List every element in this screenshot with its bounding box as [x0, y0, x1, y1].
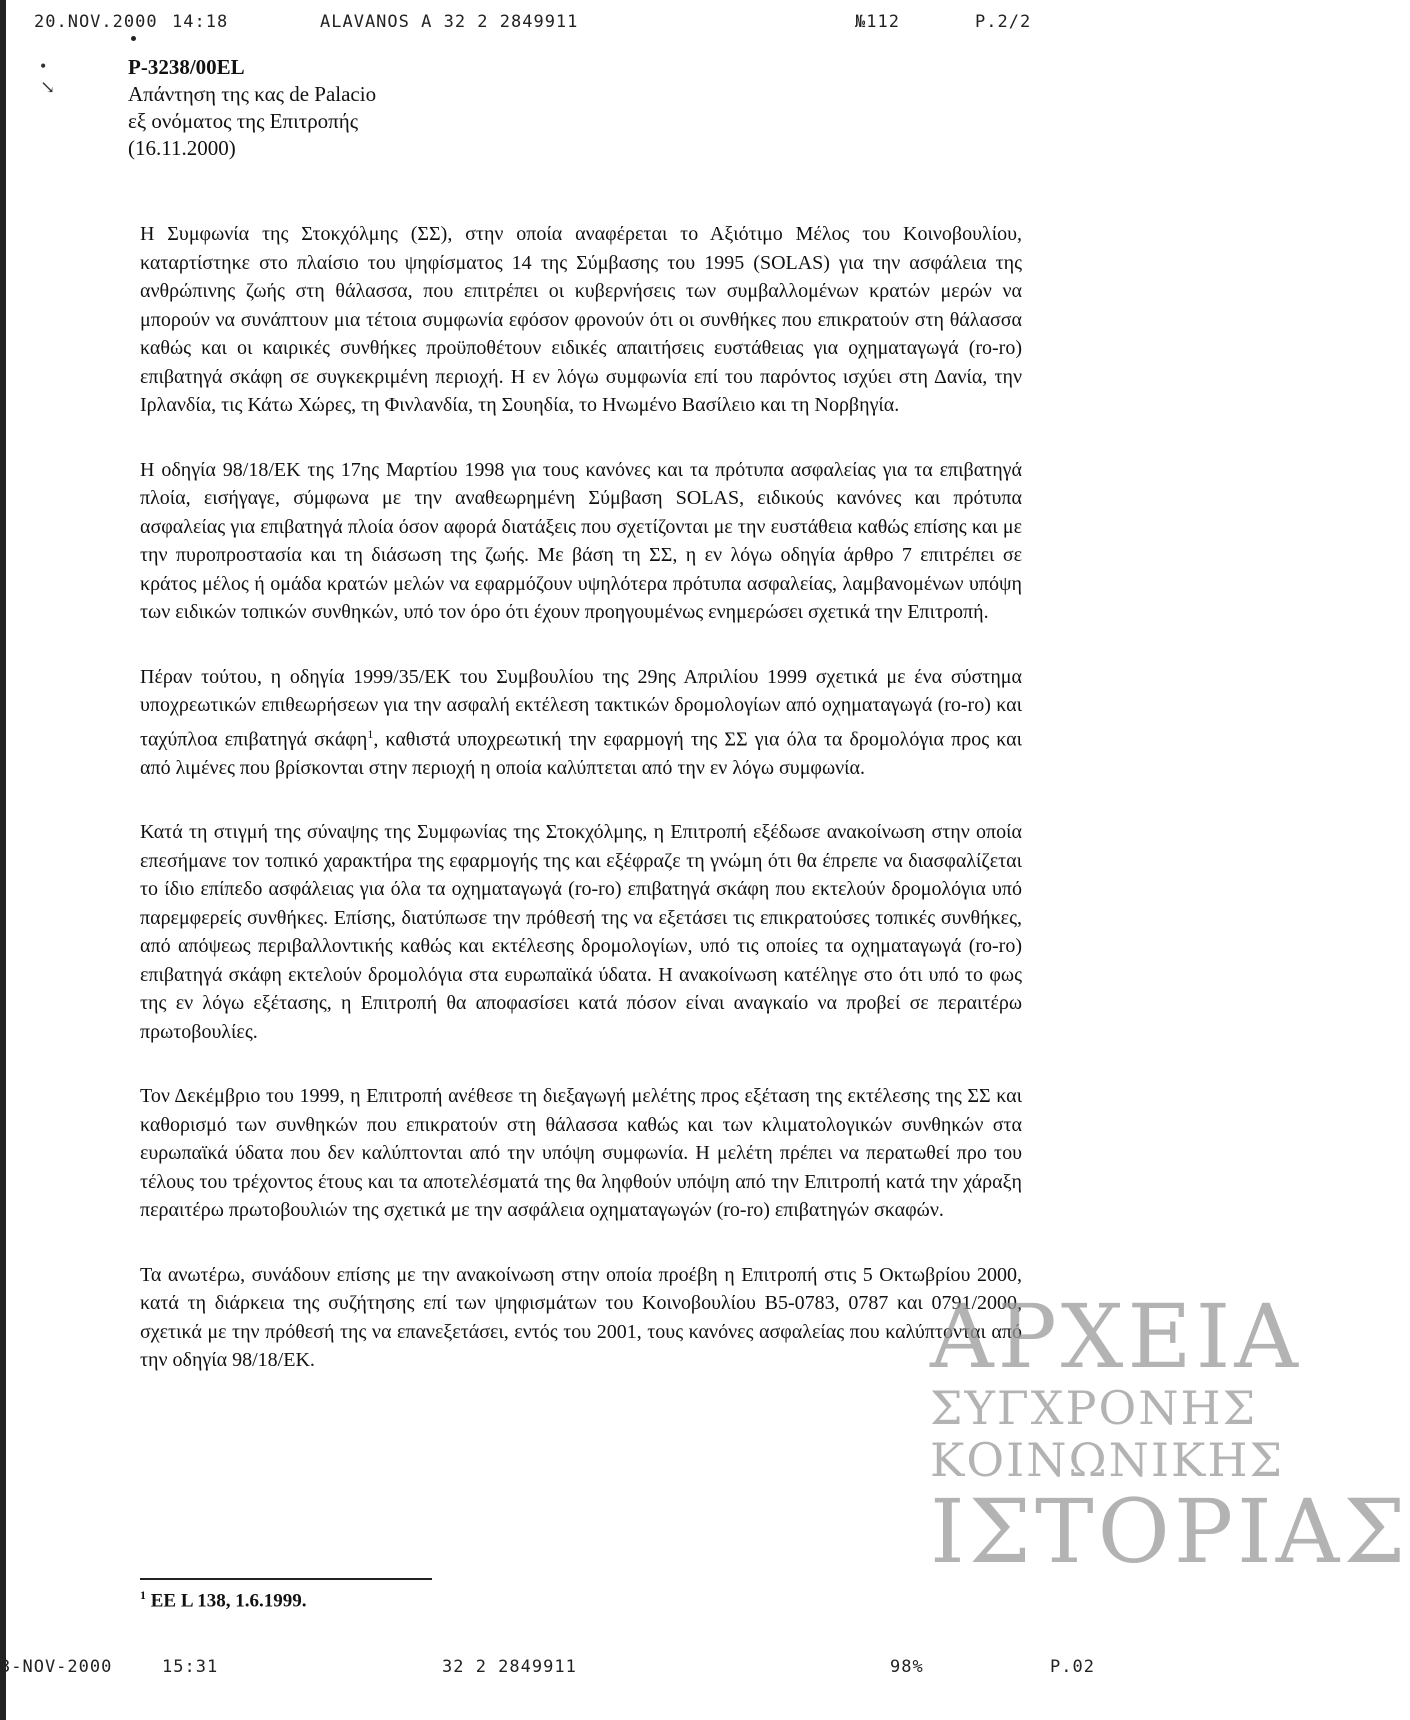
footnote-reference: 1 [367, 726, 374, 741]
stamp-line-2: ΣΥΓΧΡΟΝΗΣ [930, 1381, 1258, 1435]
footnote-marker: 1 [140, 1588, 146, 1602]
paragraph-6: Τα ανωτέρω, συνάδουν επίσης με την ανακοίνωση στην οποία προέβη η Επιτροπή στις 5 Οκτωβρίου 2000, κατά τη διάρκεια της συζήτησης επί των ψηφισμάτων του Κοινοβουλίου B5-0783, 0787 και 0791/2000, σχετικά με την πρόθεσή της να επανεξετάσει, εντός του 2001, τους κανόνες ασφαλείας που καλύπτονται από την οδηγία 98/18/ΕΚ. [140, 1263, 1022, 1372]
paragraph-3 [140, 663, 1022, 783]
fax-header-time: 14:18 [172, 12, 229, 32]
footnote-text: EE L 138, 1.6.1999. [150, 1590, 307, 1612]
scan-marks: • ↘ [40, 56, 56, 97]
paragraph-3-text-cont: , καθιστά υποχρεωτική την εφαρμογή της ΣΣ για όλα τα δρομολόγια προς και από λιμένες που βρίσκονται στην περιοχή η οποία καλύπτεται από την εν λόγω συμφωνία. [140, 728, 1023, 779]
footnote-divider [140, 1578, 432, 1580]
paragraph-3-text: Πέραν τούτου, η οδηγία 1999/35/ΕΚ του Συμβουλίου της 29ης Απριλίου 1999 σχετικά με ένα σύστημα υποχρεωτικών επιθεωρήσεων για την ασφαλή εκτέλεση τακτικών δρομολογίων από οχηματαγωγά (ro-ro) και ταχύπλοα επιβατηγά σκάφη [140, 665, 1022, 751]
stamp-line-3: ΚΟΙΝΩΝΙΚΗΣ [930, 1433, 1285, 1487]
paragraph-2: Η οδηγία 98/18/ΕΚ της 17ης Μαρτίου 1998 για τους κανόνες και τα πρότυπα ασφαλείας για τα επιβατηγά πλοία, εισήγαγε, σύμφωνα με την αναθεωρημένη Σύμβαση SOLAS, ειδικούς κανόνες και πρότυπα ασφαλείας για επιβατηγά πλοία όσον αφορά διατάξεις που σχετίζονται με την ευστάθεια καθώς επίσης και με την πυροπροστασία και τη διάσωση της ζωής. Με βάση τη ΣΣ, η εν λόγω οδηγία άρθρο 7 επιτρέπει σε κράτος μέλος ή ομάδα κρατών μελών να εφαρμόζουν υψηλότερα πρότυπα ασφαλείας, λαμβανομένων υπόψη των ειδικών τοπικών συνθηκών, υπό τον όρο ότι έχουν προηγουμένως ενημερώσει σχετικά την Επιτροπή. [140, 458, 1022, 623]
paragraph-4: Κατά τη στιγμή της σύναψης της Συμφωνίας της Στοκχόλμης, η Επιτροπή εξέδωσε ανακοίνωση στην οποία επεσήμανε τον τοπικό χαρακτήρα της εφαρμογής της και εξέφραζε τη γνώμη ότι θα έπρεπε να διασφαλίζεται το ίδιο επίπεδο ασφάλειας για όλα τα οχηματαγωγά (ro-ro) επιβατηγά σκάφη που εκτελούν δρομολόγια υπό παρεμφερείς συνθήκες. Επίσης, διατύπωσε την πρόθεσή της να εξετάσει τις επικρατούσες τοπικές συνθήκες, από απόψεως περιβαλλοντικής καθώς και εκτέλεσης δρομολογίων, υπό τις οποίες τα οχηματαγωγά (ro-ro) επιβατηγά σκάφη εκτελούν δρομολόγια στα ευρωπαϊκά ύδατα. Η ανακοίνωση κατέληγε στο ότι υπό το φως της εν λόγω εξέτασης, η Επιτροπή θα αποφασίσει κατά πόσον είναι αναγκαίο να προβεί σε περαιτέρω πρωτοβουλίες. [140, 821, 1022, 1043]
document-header [128, 54, 376, 162]
fax-header-page: P.2/2 [975, 12, 1032, 32]
question-reference: P-3238/00EL [128, 55, 245, 79]
stamp-line-4: ΙΣΤΟΡΙΑΣ [930, 1480, 1410, 1583]
fax-footer-phone: 32 2 2849911 [442, 1657, 577, 1677]
fax-footer-time: 15:31 [162, 1657, 219, 1677]
scan-speck [131, 36, 136, 41]
fax-header-date: 20.NOV.2000 [34, 12, 158, 32]
paragraph-5: Τον Δεκέμβριο του 1999, η Επιτροπή ανέθεσε τη διεξαγωγή μελέτης προς εξέταση της εκτέλεσης της ΣΣ και καθορισμό των συνθηκών που επικρατούν στη θάλασσα καθώς και των κλιματολογικών συνθηκών στα ευρωπαϊκά ύδατα που δεν καλύπτονται από την υπόψη συμφωνία. Η μελέτη πρέπει να περατωθεί προ του τέλους του τρέχοντος έτους και τα αποτελέσματά της θα ληφθούν υπόψη από την Επιτροπή κατά την χάραξη περαιτέρω πρωτοβουλιών της σχετικά με την ασφάλεια οχηματαγωγών (ro-ro) επιβατηγών σκαφών. [140, 1085, 1022, 1222]
footnote [140, 1588, 306, 1612]
fax-footer-page: P.02 [1050, 1657, 1095, 1677]
fax-header-sender: ALAVANOS A 32 2 2849911 [320, 12, 579, 32]
paragraph-1: Η Συμφωνία της Στοκχόλμης (ΣΣ), στην οποία αναφέρεται το Αξιότιμο Μέλος του Κοινοβουλίου, καταρτίστηκε στο πλαίσιο του ψηφίσματος 14 της Σύμβασης του 1995 (SOLAS) για την ασφάλεια της ανθρώπινης ζωής στη θάλασσα, που επιτρέπει οι κυβερνήσεις των συμβαλλομένων κρατών μερών να μπορούν να συνάπτουν μια τέτοια συμφωνία εφόσον φρονούν ότι οι συνθήκες που επικρατούν στη θάλασσα καθώς και οι καιρικές συνθήκες προϋποθέτουν ειδικές απαιτήσεις ευστάθειας για οχηματαγωγά (ro-ro) επιβατηγά σκάφη σε συγκεκριμένη περιοχή. Η εν λόγω συμφωνία επί του παρόντος ισχύει στη Δανία, την Ιρλανδία, τις Κάτω Χώρες, τη Φινλανδία, τη Σουηδία, το Ηνωμένο Βασίλειο και τη Νορβηγία. [140, 223, 1022, 416]
stamp-line-1: ΑΡΧΕΙΑ [930, 1285, 1302, 1388]
scan-edge [0, 0, 6, 1720]
on-behalf-line: εξ ονόματος της Επιτροπής [128, 109, 359, 133]
archive-stamp [930, 1285, 1410, 1583]
document-body [140, 220, 1022, 1411]
fax-footer-date: 3-NOV-2000 [0, 1657, 113, 1677]
fax-header-number: №112 [855, 12, 900, 32]
answer-line: Απάντηση της κας de Palacio [128, 82, 377, 106]
fax-footer-quality: 98% [890, 1657, 924, 1677]
answer-date: (16.11.2000) [128, 136, 236, 160]
